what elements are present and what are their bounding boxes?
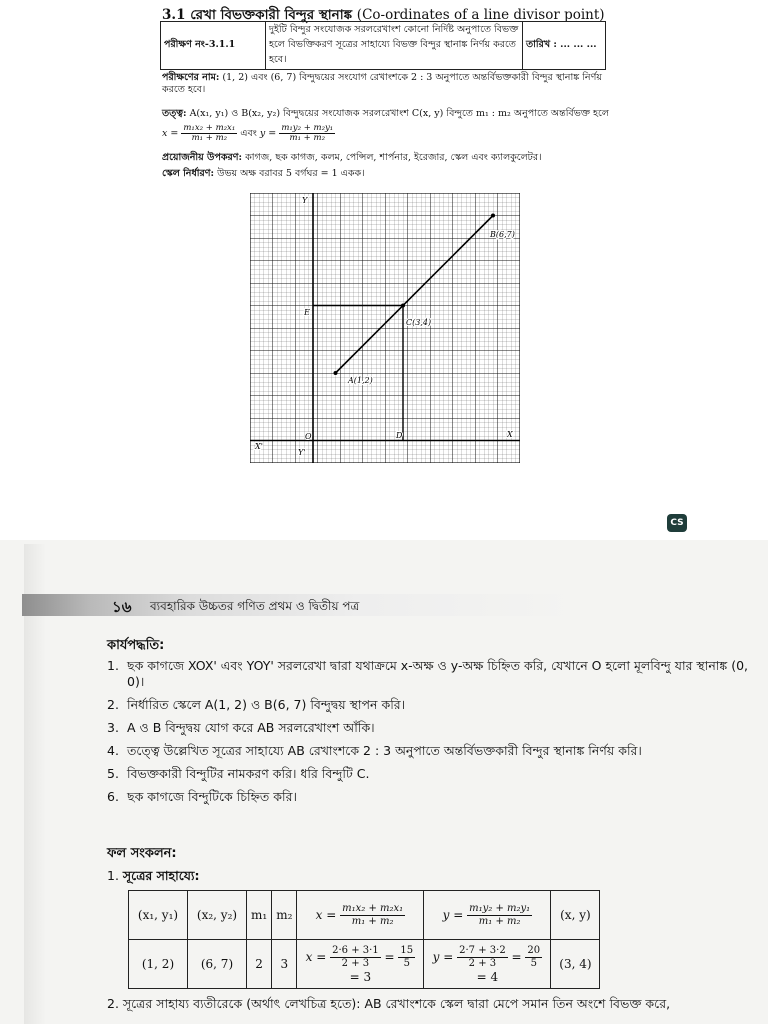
scale-text: উভয় অক্ষ বরাবর 5 বর্গঘর = 1 একক।	[217, 168, 365, 179]
running-title: ব্যবহারিক উচ্চতর গণিত প্রথম ও দ্বিতীয় পত্র	[150, 599, 360, 613]
page-number: ১৬	[112, 598, 132, 616]
camscanner-logo: CS	[667, 514, 687, 532]
label-y-prime: Y'	[298, 448, 306, 457]
step-text: A ও B বিন্দুদ্বয় যোগ করে AB সরলরেখাংশ আঁকি।	[127, 720, 375, 735]
step-number: 5.	[107, 766, 119, 781]
step-number: 4.	[107, 743, 119, 758]
th-x-fraction	[340, 903, 405, 928]
table-header-row	[129, 891, 600, 940]
step-number: 1.	[107, 658, 119, 673]
td-x-fraction	[330, 945, 381, 970]
equipment	[162, 152, 612, 164]
td-y-result: = 4	[476, 969, 499, 984]
td-y-fraction-2	[525, 945, 542, 970]
td-point-2: (6, 7)	[188, 940, 247, 989]
table-row	[129, 940, 600, 989]
th-y-formula	[424, 891, 551, 940]
step-number: 6.	[107, 789, 119, 804]
equipment-text: কাগজ, ছক কাগজ, কলম, পেন্সিল, শার্পনার, ইরেজার, স্কেল এবং ক্যালকুলেটর।	[245, 152, 542, 163]
point-b	[491, 214, 495, 218]
formula-x-fraction	[181, 124, 237, 143]
scale	[162, 168, 612, 180]
th-x-denominator: m₁ + m₂	[351, 915, 394, 927]
label-x-prime: X'	[255, 442, 263, 451]
td-y-numerator: 2·7 + 3·2	[459, 944, 506, 956]
result-2-text: 2. সূত্রের সাহায্য ব্যতীরেকে (অর্থাৎ লেখচিত্র হতে): AB রেখাংশকে স্কেল দ্বারা মেপে সমান তিন অংশে বিভক্ত করে,	[107, 996, 671, 1011]
step-text: তত্ত্বে উল্লেখিত সূত্রের সাহায্যে AB রেখাংশকে 2 : 3 অনুপাতে অন্তর্বিভক্তকারী বিন্দুর স্থানাঙ্ক নির্ণয় করি।	[127, 743, 642, 758]
th-point-2: (x₂, y₂)	[188, 891, 247, 940]
th-m1: m₁	[247, 891, 272, 940]
td-x-result: = 3	[349, 969, 372, 984]
th-x-numerator: m₁x₂ + m₂x₁	[342, 902, 404, 914]
theory-label: তত্ত্ব:	[162, 108, 187, 119]
label-e: E	[304, 308, 310, 317]
experiment-header-table	[160, 21, 606, 70]
procedure-step	[107, 766, 757, 782]
experiment-description: দুইটি বিন্দুর সংযোজক সরলরেখাংশ কোনো নির্দিষ্ট অনুপাতে বিভক্ত হলে বিভক্তিকরণ সূত্রের সাহায্যে বিভক্ত বিন্দুর স্থানাঙ্ক নির্ণয় করতে হবে।	[266, 22, 523, 70]
td-y-eq: =	[511, 949, 522, 964]
td-x-denominator: 2 + 3	[341, 957, 370, 969]
td-y-lhs: y =	[432, 949, 454, 964]
label-a: A(1,2)	[348, 376, 373, 385]
th-point-1: (x₁, y₁)	[129, 891, 188, 940]
label-c: C(3,4)	[406, 318, 432, 327]
th-x-lhs: x =	[315, 907, 337, 922]
experiment-date: তারিখ : ... ... ...	[523, 22, 606, 70]
result-1-number: 1.	[107, 868, 119, 883]
td-y-denominator: 2 + 3	[468, 957, 497, 969]
experiment-name-label: পরীক্ষণের নাম:	[162, 72, 220, 83]
formula-x-numerator: m₁x₂ + m₂x₁	[183, 123, 236, 133]
procedure-step	[107, 720, 757, 736]
th-m2: m₂	[272, 891, 297, 940]
th-y-fraction	[467, 903, 532, 928]
section-number: 3.1	[162, 7, 186, 23]
td-m2: 3	[272, 940, 297, 989]
td-xy: (3, 4)	[551, 940, 600, 989]
td-m1: 2	[247, 940, 272, 989]
theory	[162, 108, 612, 120]
th-y-numerator: m₁y₂ + m₂y₁	[469, 902, 531, 914]
label-b: B(6,7)	[490, 230, 515, 239]
step-number: 2.	[107, 697, 119, 712]
td-x-calc	[297, 940, 424, 989]
procedure-step	[107, 743, 757, 759]
point-c	[401, 304, 405, 308]
procedure-step	[107, 789, 757, 805]
section-title-en: (Co-ordinates of a line divisor point)	[356, 7, 605, 23]
step-text: ছক কাগজে XOX' এবং YOY' সরলরেখা দ্বারা যথাক্রমে x-অক্ষ ও y-অক্ষ চিহ্নিত করি, যেখানে O হলো মূলবিন্দু যার স্থানাঙ্ক (0, 0)।	[127, 658, 749, 689]
td-x-numerator-2: 15	[400, 944, 414, 956]
formula-x-denominator: m₁ + m₂	[191, 133, 228, 143]
label-origin: O	[305, 432, 312, 441]
results-heading: ফল সংকলন:	[107, 846, 177, 861]
formula-and: এবং	[240, 128, 257, 139]
result-1-heading	[107, 868, 200, 888]
td-y-numerator-2: 20	[527, 944, 541, 956]
theory-formula	[162, 124, 612, 143]
step-text: নির্ধারিত স্কেলে A(1, 2) ও B(6, 7) বিন্দুদ্বয় স্থাপন করি।	[127, 697, 406, 712]
procedure-steps	[107, 658, 757, 812]
page-edge-shadow	[24, 544, 46, 1024]
td-x-eq: =	[384, 949, 395, 964]
label-x: X	[507, 430, 513, 439]
td-x-numerator: 2·6 + 3·1	[332, 944, 379, 956]
scale-label: স্কেল নির্ধারণ:	[162, 168, 215, 179]
formula-y-fraction	[279, 124, 335, 143]
step-text: বিভক্তকারী বিন্দুটির নামকরণ করি। ধরি বিন্দুটি C.	[127, 766, 370, 781]
formula-y-numerator: m₁y₂ + m₂y₁	[281, 123, 334, 133]
td-y-denominator-2: 5	[530, 957, 537, 969]
result-1-label: সূত্রের সাহায্যে:	[122, 868, 200, 883]
td-y-fraction	[457, 945, 508, 970]
formula-x-lhs: x =	[162, 128, 179, 139]
td-point-1: (1, 2)	[129, 940, 188, 989]
point-a	[334, 371, 338, 375]
th-y-denominator: m₁ + m₂	[478, 915, 521, 927]
result-table	[128, 890, 600, 989]
th-y-lhs: y =	[442, 907, 464, 922]
th-xy: (x, y)	[551, 891, 600, 940]
step-number: 3.	[107, 720, 119, 735]
procedure-step	[107, 658, 757, 690]
equipment-label: প্রয়োজনীয় উপকরণ:	[162, 152, 243, 163]
td-x-denominator-2: 5	[403, 957, 410, 969]
experiment-number: পরীক্ষণ নং-3.1.1	[161, 22, 266, 70]
step-text: ছক কাগজে বিন্দুটিকে চিহ্নিত করি।	[127, 789, 297, 804]
graph-paper	[250, 193, 520, 463]
label-d: D	[396, 431, 403, 440]
procedure-heading: কার্যপদ্ধতি:	[107, 638, 165, 653]
experiment-name	[162, 72, 612, 96]
page-bottom	[0, 540, 768, 1024]
td-y-calc	[424, 940, 551, 989]
theory-text: A(x₁, y₁) ও B(x₂, y₂) বিন্দুদ্বয়ের সংযোজক সরলরেখাংশ C(x, y) বিন্দুতে m₁ : m₂ অনুপাতে অন্তর্বিভক্ত হলে	[189, 108, 609, 119]
experiment-name-text: (1, 2) এবং (6, 7) বিন্দুদ্বয়ের সংযোগ রেখাংশকে 2 : 3 অনুপাতে অন্তর্বিভক্তকারী বিন্দুর স্থানাঙ্ক নির্ণয় করতে হবে।	[162, 72, 602, 95]
procedure-step	[107, 697, 757, 713]
td-x-fraction-2	[398, 945, 415, 970]
td-x-lhs: x =	[305, 949, 327, 964]
grid	[250, 193, 520, 463]
section-title-bn: রেখা বিভক্তকারী বিন্দুর স্থানাঙ্ক	[190, 7, 353, 23]
label-y: Y	[302, 196, 308, 205]
formula-y-lhs: y =	[259, 128, 277, 139]
th-x-formula	[297, 891, 424, 940]
formula-y-denominator: m₁ + m₂	[289, 133, 325, 143]
page-gap	[0, 520, 768, 540]
